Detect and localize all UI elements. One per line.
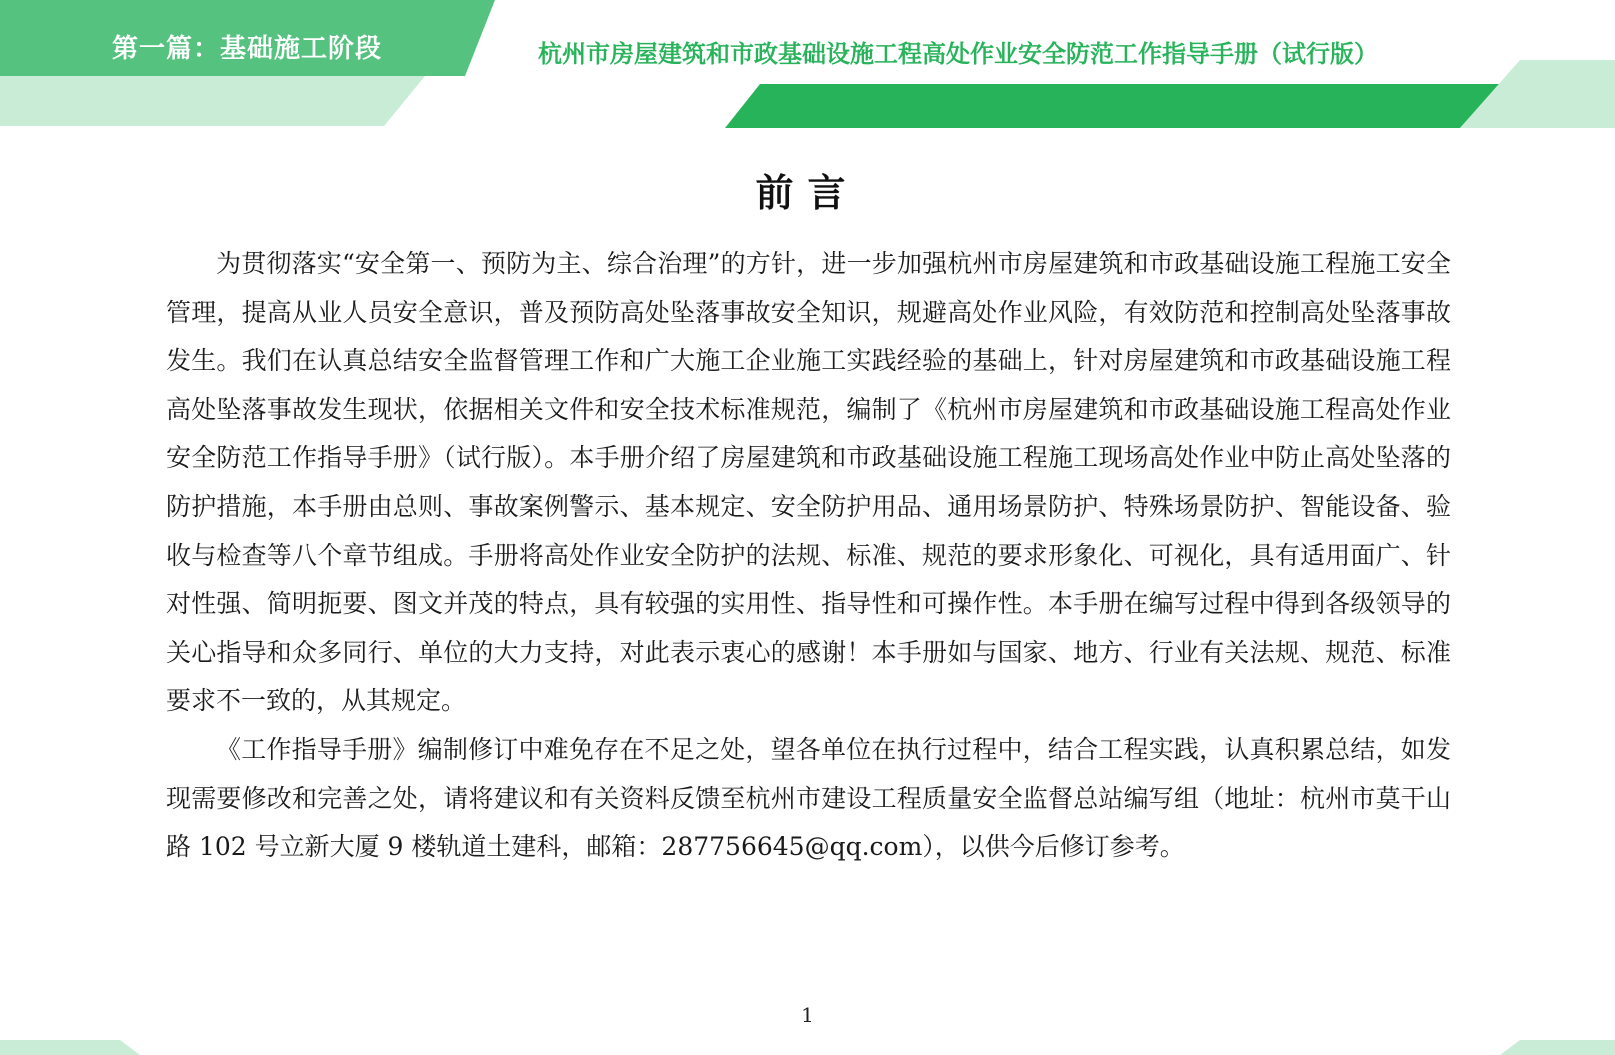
page-title: 前言 bbox=[755, 170, 860, 215]
footer-shapes bbox=[0, 1040, 1615, 1055]
preface-body bbox=[166, 240, 1451, 872]
section-label: 第一篇：基础施工阶段 bbox=[112, 34, 383, 64]
page-footer bbox=[0, 1040, 1615, 1055]
header-right-bar bbox=[725, 84, 1500, 128]
manual-title: 杭州市房屋建筑和市政基础设施工程高处作业安全防范工作指导手册（试行版） bbox=[538, 40, 1378, 68]
paragraph-2: 《工作指导手册》编制修订中难免存在不足之处，望各单位在执行过程中，结合工程实践，认真积累总结，如发现需要修改和完善之处，请将建议和有关资料反馈至杭州市建设工程质量安全监督总站编写组（地址：杭州市莫干山路 102 号立新大厦 9 楼轨道土建科，邮箱：287756645@qq.com），以供今后修订参考。 bbox=[166, 734, 1451, 862]
paragraph-1: 为贯彻落实“安全第一、预防为主、综合治理”的方针，进一步加强杭州市房屋建筑和市政基础设施工程施工安全管理，提高从业人员安全意识，普及预防高处坠落事故安全知识，规避高处作业风险，有效防范和控制高处坠落事故发生。我们在认真总结安全监督管理工作和广大施工企业施工实践经验的基础上，针对房屋建筑和市政基础设施工程高处坠落事故发生现状，依据相关文件和安全技术标准规范，编制了《杭州市房屋建筑和市政基础设施工程高处作业安全防范工作指导手册》（试行版）。本手册介绍了房屋建筑和市政基础设施工程施工现场高处作业中防止高处坠落的防护措施，本手册由总则、事故案例警示、基本规定、安全防护用品、通用场景防护、特殊场景防护、智能设备、验收与检查等八个章节组成。手册将高处作业安全防护的法规、标准、规范的要求形象化、可视化，具有适用面广、针对性强、简明扼要、图文并茂的特点，具有较强的实用性、指导性和可操作性。本手册在编写过程中得到各级领导的关心指导和众多同行、单位的大力支持，对此表示衷心的感谢！本手册如与国家、地方、行业有关法规、规范、标准要求不一致的，从其规定。 bbox=[166, 249, 1451, 716]
page-number: 1 bbox=[801, 1003, 814, 1027]
page-header bbox=[0, 0, 1615, 130]
header-left-light-strip bbox=[0, 76, 425, 126]
footer-left-accent bbox=[0, 1040, 140, 1055]
footer-right-accent bbox=[1500, 1040, 1615, 1055]
